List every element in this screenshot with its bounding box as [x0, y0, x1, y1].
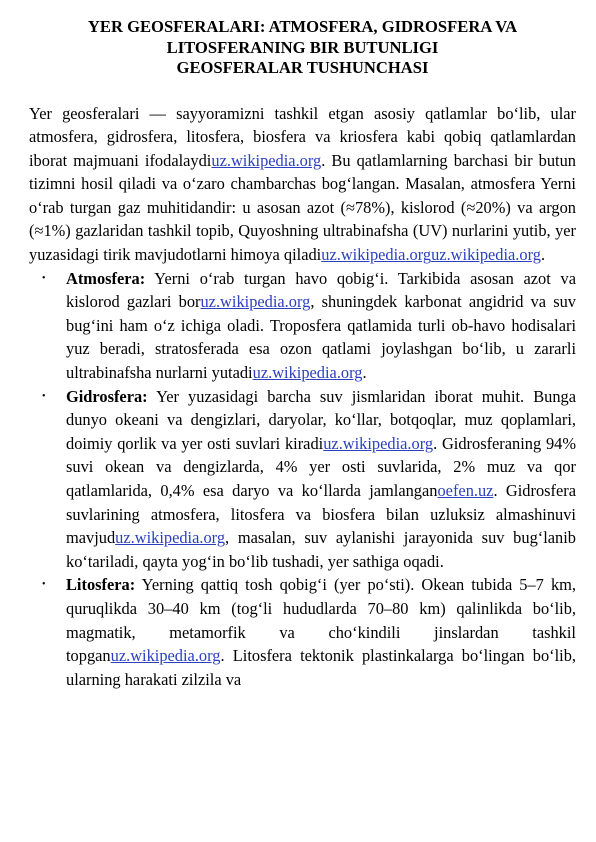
document-title: [29, 17, 576, 79]
term-litosfera: Litosfera:: [66, 575, 136, 595]
litosfera-link-1[interactable]: uz.wikipedia.org: [110, 646, 221, 666]
gidrosfera-text-1: Yer yuzasidagi barcha suv jismlaridan iborat muhit. Bunga dunyo okeani va dengizlari, daryolar, ko‘llar, botqoqlar, muz qoplamlari, doimiy qorlik va yer osti suvlari kiradi: [66, 386, 576, 453]
intro-link-2[interactable]: uz.wikipedia.org: [321, 245, 432, 265]
atmosfera-text-2: , shuningdek karbonat angidrid va suv bug‘ini ham o‘z ichiga oladi. Troposfera qatlamida turli ob-havo hodisalari yuz beradi, stratosferada esa ozon qatlami joylashgan bo‘lib, u zararli ultrabinafsha nurlarni yutadi: [66, 292, 576, 383]
gidrosfera-text-4: , masalan, suv aylanishi jarayonida suv bug‘lanib ko‘tariladi, qayta yog‘in bo‘lib tushadi, yer sathiga oqadi.: [66, 528, 576, 571]
bullet-icon: •: [42, 272, 46, 284]
atmosfera-text-3: .: [362, 363, 367, 383]
gidrosfera-link-1[interactable]: uz.wikipedia.org: [323, 433, 434, 453]
litosfera-text-2: . Litosfera tektonik plastinkalarga bo‘lingan bo‘lib, ularning harakati zilzila va: [66, 646, 576, 689]
gidrosfera-text-2: . Gidrosferaning 94% suvi okean va dengizlarda, 4% yer osti suvlarida, 2% muz va qor qatlamlarida, 0,4% esa daryo va ko‘llarda jamlangan: [66, 433, 577, 500]
intro-text-3: .: [540, 245, 546, 265]
intro-link-1[interactable]: uz.wikipedia.org: [211, 150, 322, 170]
list-item-litosfera: [29, 573, 576, 691]
intro-link-3[interactable]: uz.wikipedia.org: [431, 245, 541, 265]
intro-paragraph: [29, 102, 576, 267]
title-line-1: YER GEOSFERALARI: ATMOSFERA, GIDROSFERA VA: [87, 17, 518, 36]
geosphere-list: [29, 267, 576, 692]
bullet-icon: •: [42, 579, 46, 591]
litosfera-text-1: Yerning qattiq tosh qobig‘i (yer po‘sti). Okean tubida 5–7 km, quruqlikda 30–40 km (tog‘li hududlarda 70–80 km) qalinlikda bo‘lib, magmatik, metamorfik va cho‘kindili jinslardan tashkil topgan: [66, 575, 576, 666]
gidrosfera-text-3: . Gidrosfera suvlarining atmosfera, litosfera va biosfera bilan uzluksiz almashinuvi mavjud: [66, 481, 576, 548]
intro-text-2: . Bu qatlamlarning barchasi bir butun tizimni hosil qiladi va o‘zaro chambarchas bog‘langan. Masalan, atmosfera Yerni o‘rab turgan gaz muhitidandir: u asosan azot (≈78%), kislorod (≈20%) va argon (≈1%) gazlaridan tashkil topib, Quyoshning ultrabinafsha (UV) nurlarini yutib, yer yuzasidagi tirik mavjudotlarni himoya qiladi: [29, 150, 576, 265]
title-line-3: GEOSFERALAR TUSHUNCHASI: [176, 58, 429, 77]
atmosfera-text-1: Yerni o‘rab turgan havo qobig‘i. Tarkibida asosan azot va kislorod gazlari bor: [66, 268, 576, 312]
intro-text-1: Yer geosferalari — sayyoramizni tashkil etgan asosiy qatlamlar bo‘lib, ular atmosfera, gidrosfera, litosfera, biosfera va kriosfera kabi qobiq qatlamlardan iborat majmuani ifodalaydi: [29, 103, 576, 170]
atmosfera-link-2[interactable]: uz.wikipedia.org: [252, 363, 363, 383]
term-gidrosfera: Gidrosfera:: [66, 386, 148, 406]
bullet-icon: •: [42, 390, 46, 402]
atmosfera-link-1[interactable]: uz.wikipedia.org: [200, 292, 311, 312]
term-atmosfera: Atmosfera:: [66, 268, 146, 288]
gidrosfera-link-2[interactable]: oefen.uz: [437, 481, 494, 500]
gidrosfera-link-3[interactable]: uz.wikipedia.org: [115, 528, 226, 548]
list-item-gidrosfera: [29, 385, 576, 574]
title-line-2: LITOSFERANING BIR BUTUNLIGI: [166, 37, 439, 57]
list-item-atmosfera: [29, 267, 576, 385]
